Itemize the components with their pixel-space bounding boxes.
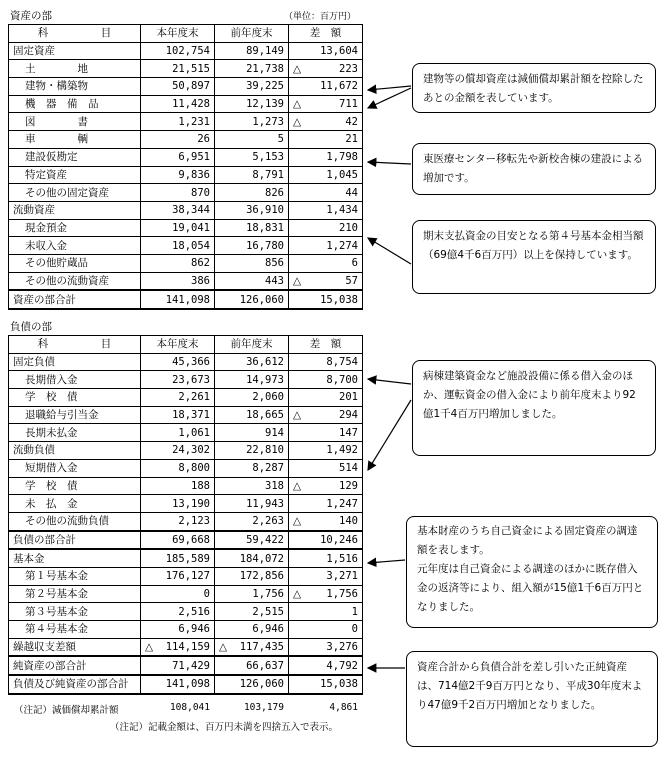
callout-fund-line2: 元年度は自己資金による調達のほかに既存借入金の返済等により、組入額が15億1千6百万円となりました。 xyxy=(417,563,644,613)
delta-mark: △ xyxy=(219,641,228,654)
row-diff: 15,038 xyxy=(289,290,363,309)
callout-fund-line1: 基本財産のうち自己資金による固定資産の調達額を表します。 xyxy=(417,525,638,556)
row-previous: 826 xyxy=(215,184,289,202)
liabilities-section-title: 負債の部 xyxy=(10,321,52,333)
callout-cash: 期末支払資金の目安となる第４号基本金相当額（69億4千6百万円）以上を保持しています。 xyxy=(412,220,656,294)
row-label: 第１号基本金 xyxy=(9,567,141,585)
row-previous: 126,060 xyxy=(215,290,289,309)
row-current: 1,061 xyxy=(141,424,215,442)
header-current: 本年度末 xyxy=(141,25,215,43)
row-current: 1,231 xyxy=(141,113,215,131)
row-label: 第２号基本金 xyxy=(9,585,141,603)
row-previous: 126,060 xyxy=(215,675,289,694)
row-label: 土 地 xyxy=(9,60,141,78)
row-diff: △ 1,756 xyxy=(289,585,363,603)
row-current: 19,041 xyxy=(141,219,215,237)
row-current: 11,428 xyxy=(141,95,215,113)
row-diff: △ 42 xyxy=(289,113,363,131)
arrow-borrow-1 xyxy=(368,379,411,384)
row-diff: △ 57 xyxy=(289,272,363,290)
row-label: 車 輌 xyxy=(9,131,141,149)
row-diff: 1 xyxy=(289,603,363,621)
row-label: 固定負債 xyxy=(9,353,141,371)
row-diff: 1,516 xyxy=(289,549,363,567)
row-previous: 89,149 xyxy=(215,42,289,60)
row-current: 2,123 xyxy=(141,512,215,530)
row-current: 0 xyxy=(141,585,215,603)
row-previous: 856 xyxy=(215,254,289,272)
row-label: 退職給与引当金 xyxy=(9,406,141,424)
row-label: 資産の部合計 xyxy=(9,290,141,309)
delta-mark: △ xyxy=(145,641,154,654)
row-label: 長期未払金 xyxy=(9,424,141,442)
row-previous: 22,810 xyxy=(215,442,289,460)
row-diff: 10,246 xyxy=(289,531,363,550)
row-label: 機 器 備 品 xyxy=(9,95,141,113)
row-diff: △ 294 xyxy=(289,406,363,424)
header-account: 科 目 xyxy=(9,25,141,43)
depreciation-cur: 108,041 xyxy=(169,702,210,713)
row-previous: 2,263 xyxy=(215,512,289,530)
row-diff: 1,274 xyxy=(289,237,363,255)
row-diff: △ 129 xyxy=(289,477,363,495)
row-current: 862 xyxy=(141,254,215,272)
row-diff: 210 xyxy=(289,219,363,237)
row-previous: 18,665 xyxy=(215,406,289,424)
row-diff: 147 xyxy=(289,424,363,442)
row-previous: 21,738 xyxy=(215,60,289,78)
row-current: 870 xyxy=(141,184,215,202)
row-previous: 1,756 xyxy=(215,585,289,603)
row-previous: 14,973 xyxy=(215,371,289,389)
row-label: 現金預金 xyxy=(9,219,141,237)
row-previous: 2,515 xyxy=(215,603,289,621)
row-previous: 59,422 xyxy=(215,531,289,550)
row-label: 短期借入金 xyxy=(9,459,141,477)
row-previous: 2,060 xyxy=(215,389,289,407)
row-label: 純資産の部合計 xyxy=(9,656,141,675)
row-label: 第３号基本金 xyxy=(9,603,141,621)
row-previous: 66,637 xyxy=(215,656,289,675)
row-current: 185,589 xyxy=(141,549,215,567)
row-diff: 3,271 xyxy=(289,567,363,585)
row-previous: 172,856 xyxy=(215,567,289,585)
row-label: 繰越収支差額 xyxy=(9,638,141,656)
row-label: 負債及び純資産の部合計 xyxy=(9,675,141,694)
row-label: 図 書 xyxy=(9,113,141,131)
delta-mark: △ xyxy=(293,515,302,528)
row-diff: 44 xyxy=(289,184,363,202)
row-previous: 36,910 xyxy=(215,201,289,219)
row-previous: 5 xyxy=(215,131,289,149)
row-previous: 5,153 xyxy=(215,148,289,166)
row-current: 176,127 xyxy=(141,567,215,585)
row-diff: 1,045 xyxy=(289,166,363,184)
row-previous: 36,612 xyxy=(215,353,289,371)
row-diff: 8,754 xyxy=(289,353,363,371)
row-diff: 1,247 xyxy=(289,495,363,513)
row-label: 流動資産 xyxy=(9,201,141,219)
delta-mark: △ xyxy=(293,587,302,600)
row-diff: 8,700 xyxy=(289,371,363,389)
row-current: 50,897 xyxy=(141,78,215,96)
row-current: 13,190 xyxy=(141,495,215,513)
row-previous: 914 xyxy=(215,424,289,442)
arrow-depr-1 xyxy=(368,86,411,90)
row-label: 基本金 xyxy=(9,549,141,567)
row-label: 学 校 債 xyxy=(9,477,141,495)
row-diff: 1,434 xyxy=(289,201,363,219)
row-diff: 1,492 xyxy=(289,442,363,460)
row-current: 71,429 xyxy=(141,656,215,675)
row-label: その他の流動資産 xyxy=(9,272,141,290)
row-previous: 443 xyxy=(215,272,289,290)
header-previous: 前年度末 xyxy=(215,25,289,43)
delta-mark: △ xyxy=(293,98,302,111)
row-diff: △ 140 xyxy=(289,512,363,530)
row-label: 建設仮勘定 xyxy=(9,148,141,166)
row-label: 学 校 債 xyxy=(9,389,141,407)
depreciation-prev: 103,179 xyxy=(243,702,284,713)
delta-mark: △ xyxy=(293,62,302,75)
row-diff: 3,276 xyxy=(289,638,363,656)
row-current: 102,754 xyxy=(141,42,215,60)
row-previous: 1,273 xyxy=(215,113,289,131)
rounding-footnote: （注記）記載金額は、百万円未満を四捨五入で表示。 xyxy=(110,722,339,733)
assets-section-title: 資産の部 xyxy=(10,10,52,22)
unit-label: （単位：百万円） xyxy=(284,12,357,22)
row-diff: 4,792 xyxy=(289,656,363,675)
row-diff: △ 223 xyxy=(289,60,363,78)
row-diff: 13,604 xyxy=(289,42,363,60)
header-diff: 差 額 xyxy=(289,25,363,43)
row-current: 21,515 xyxy=(141,60,215,78)
callout-net-assets: 資産合計から負債合計を差し引いた正純資産は、714億2千9百万円となり、平成30年度末より47億9千2百万円増加となりました。 xyxy=(406,651,658,747)
row-current: 69,668 xyxy=(141,531,215,550)
row-current: 6,946 xyxy=(141,621,215,639)
row-current: 9,836 xyxy=(141,166,215,184)
depreciation-diff: 4,861 xyxy=(329,702,358,713)
row-diff: 0 xyxy=(289,621,363,639)
depreciation-footnote-label: （注記）減価償却累計額 xyxy=(14,705,119,716)
row-current: 8,800 xyxy=(141,459,215,477)
arrow-borrow-2 xyxy=(368,400,411,470)
delta-mark: △ xyxy=(293,274,302,287)
header-previous: 前年度末 xyxy=(215,336,289,354)
arrow-cash xyxy=(368,238,411,264)
row-current: 23,673 xyxy=(141,371,215,389)
row-previous: 8,287 xyxy=(215,459,289,477)
row-label: その他貯蔵品 xyxy=(9,254,141,272)
row-diff: △ 711 xyxy=(289,95,363,113)
callout-construction: 東医療センター移転先や新校舎棟の建設による増加です。 xyxy=(412,143,656,195)
row-label: 第４号基本金 xyxy=(9,621,141,639)
header-diff: 差 額 xyxy=(289,336,363,354)
row-label: 未 払 金 xyxy=(9,495,141,513)
header-current: 本年度末 xyxy=(141,336,215,354)
row-current: 2,516 xyxy=(141,603,215,621)
row-current: 26 xyxy=(141,131,215,149)
row-current: 18,371 xyxy=(141,406,215,424)
row-label: その他の流動負債 xyxy=(9,512,141,530)
row-diff: 201 xyxy=(289,389,363,407)
callout-borrowings: 病棟建築資金など施設設備に係る借入金のほか、運転資金の借入金により前年度末より92億1千4百万円増加しました。 xyxy=(412,360,656,456)
row-label: 長期借入金 xyxy=(9,371,141,389)
row-previous: 318 xyxy=(215,477,289,495)
callout-depreciation: 建物等の償却資産は減価償却累計額を控除したあとの金額を表しています。 xyxy=(412,63,656,113)
arrow-fund xyxy=(368,560,405,563)
row-current: 141,098 xyxy=(141,290,215,309)
row-label: 固定資産 xyxy=(9,42,141,60)
row-previous: 12,139 xyxy=(215,95,289,113)
arrow-depr-2 xyxy=(368,88,411,108)
row-previous: 184,072 xyxy=(215,549,289,567)
row-previous: 39,225 xyxy=(215,78,289,96)
row-diff: 514 xyxy=(289,459,363,477)
row-previous: 18,831 xyxy=(215,219,289,237)
row-label: 未収入金 xyxy=(9,237,141,255)
row-current: 141,098 xyxy=(141,675,215,694)
header-account: 科 目 xyxy=(9,336,141,354)
row-previous: △ 117,435 xyxy=(215,638,289,656)
row-label: 負債の部合計 xyxy=(9,531,141,550)
row-diff: 15,038 xyxy=(289,675,363,694)
delta-mark: △ xyxy=(293,479,302,492)
row-previous: 6,946 xyxy=(215,621,289,639)
row-label: 建物・構築物 xyxy=(9,78,141,96)
delta-mark: △ xyxy=(293,115,302,128)
row-label: 流動負債 xyxy=(9,442,141,460)
arrow-construction xyxy=(368,162,411,164)
row-previous: 11,943 xyxy=(215,495,289,513)
row-diff: 11,672 xyxy=(289,78,363,96)
row-current: 386 xyxy=(141,272,215,290)
row-previous: 8,791 xyxy=(215,166,289,184)
row-current: 2,261 xyxy=(141,389,215,407)
row-current: 45,366 xyxy=(141,353,215,371)
row-current: 18,054 xyxy=(141,237,215,255)
row-current: 38,344 xyxy=(141,201,215,219)
row-current: 188 xyxy=(141,477,215,495)
row-label: その他の固定資産 xyxy=(9,184,141,202)
row-previous: 16,780 xyxy=(215,237,289,255)
row-label: 特定資産 xyxy=(9,166,141,184)
delta-mark: △ xyxy=(293,409,302,422)
row-diff: 21 xyxy=(289,131,363,149)
row-current: △ 114,159 xyxy=(141,638,215,656)
row-current: 6,951 xyxy=(141,148,215,166)
row-diff: 6 xyxy=(289,254,363,272)
row-current: 24,302 xyxy=(141,442,215,460)
row-diff: 1,798 xyxy=(289,148,363,166)
